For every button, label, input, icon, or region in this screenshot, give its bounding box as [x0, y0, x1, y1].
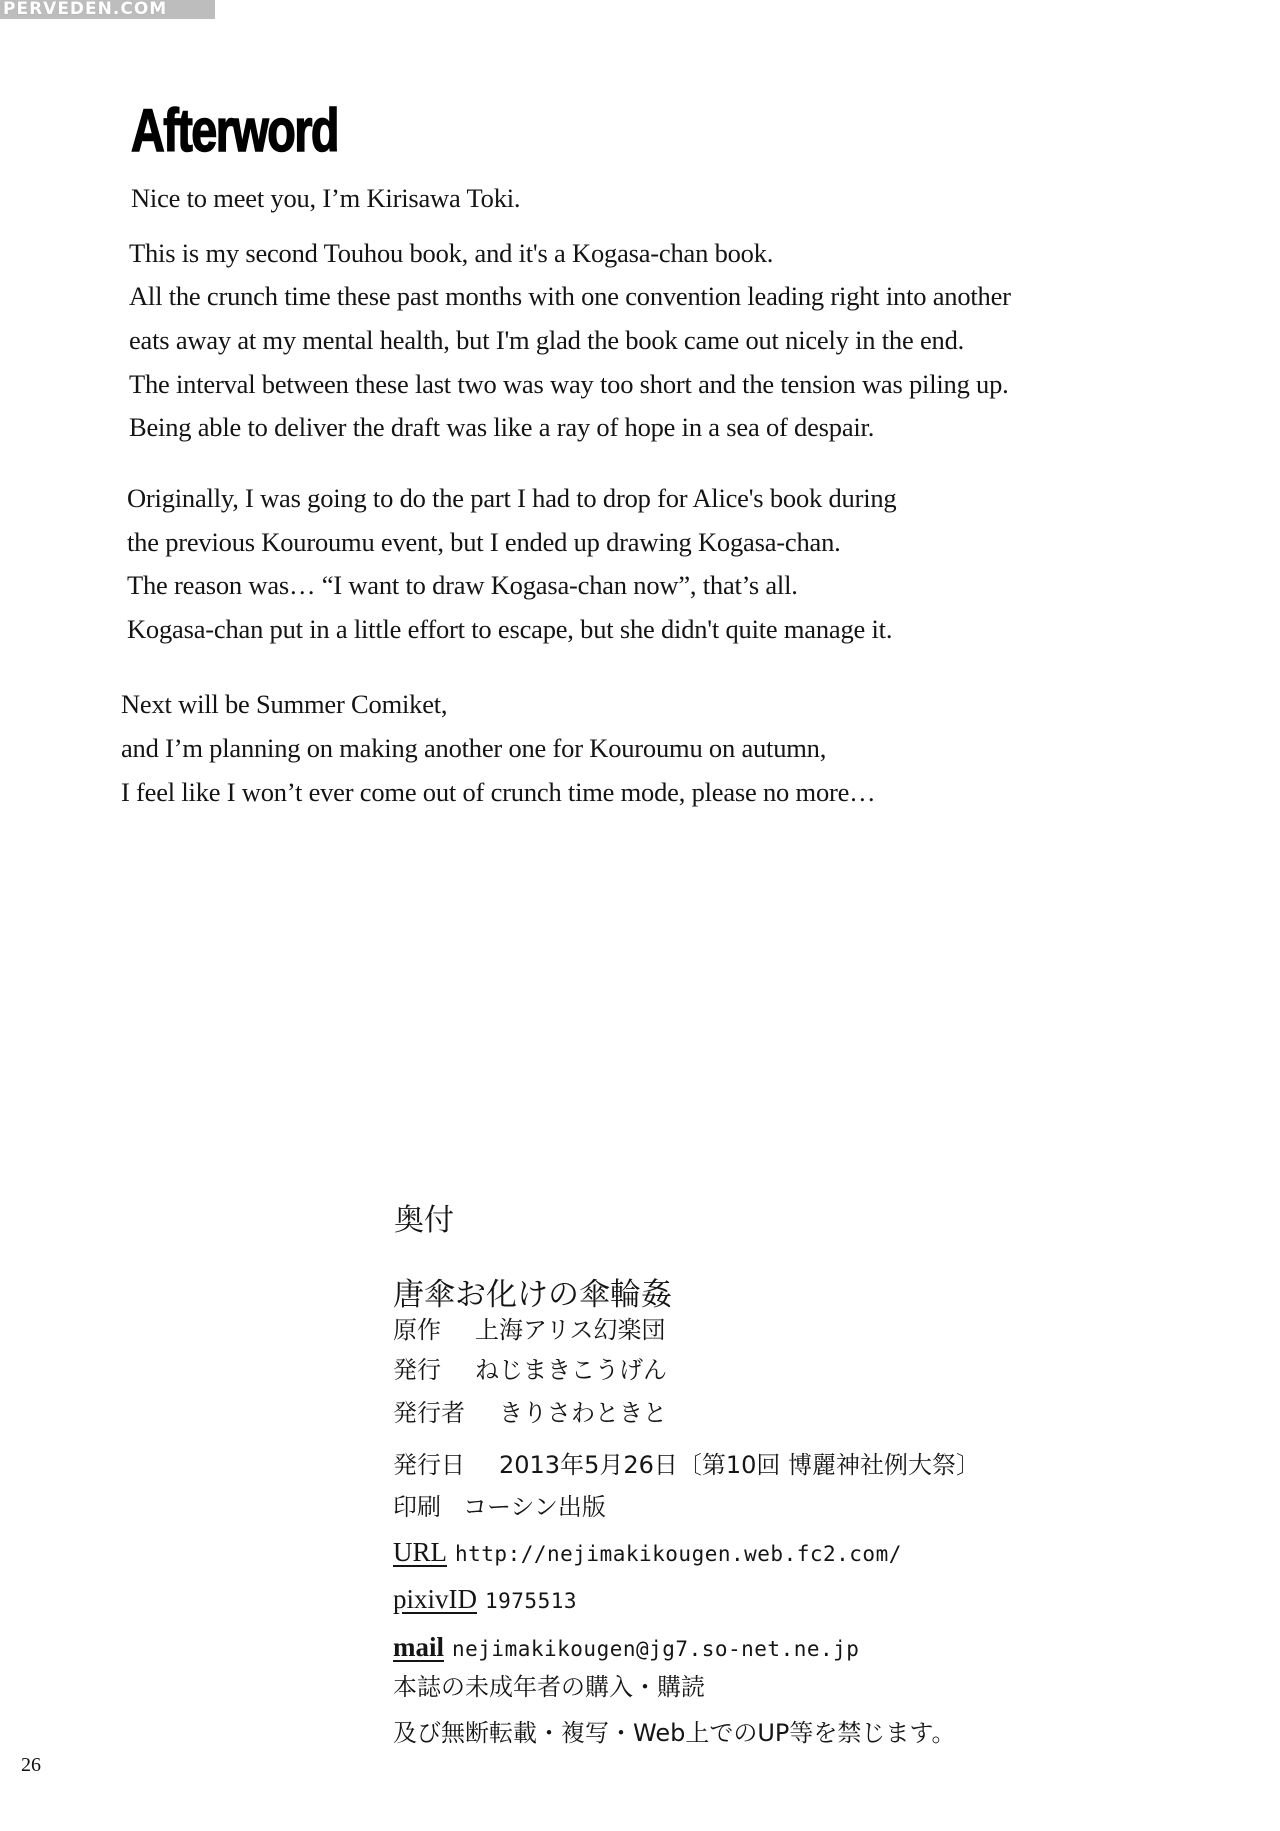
afterword-line: the previous Kouroumu event, but I ended up drawing Kogasa-chan.: [127, 527, 841, 557]
colophon-row-mail: [393, 1632, 859, 1664]
colophon-heading: 奥付: [394, 1203, 454, 1238]
afterword-line: Kogasa-chan put in a little effort to escape, but she didn't quite manage it.: [127, 614, 893, 644]
colophon-label: 原作: [393, 1316, 441, 1344]
colophon-row-url: [393, 1537, 902, 1569]
colophon-notice-line: 本誌の未成年者の購入・購読: [393, 1673, 705, 1701]
afterword-line: Nice to meet you, I’m Kirisawa Toki.: [131, 183, 521, 213]
url-link[interactable]: http://nejimakikougen.web.fc2.com/: [455, 1542, 902, 1566]
afterword-line: I feel like I won’t ever come out of crunch time mode, please no more…: [121, 777, 876, 807]
mail-label: mail: [393, 1632, 444, 1662]
url-label: URL: [393, 1537, 447, 1567]
afterword-line: eats away at my mental health, but I'm glad the book came out nicely in the end.: [129, 325, 965, 355]
page-number: 26: [21, 1754, 41, 1776]
pixiv-id: 1975513: [485, 1589, 578, 1613]
colophon-label: 発行日: [393, 1451, 465, 1479]
colophon-row-publisher: [393, 1355, 667, 1385]
afterword-line: Being able to deliver the draft was like a ray of hope in a sea of despair.: [129, 412, 875, 442]
pixiv-label: pixivID: [393, 1584, 477, 1614]
afterword-line: The reason was… “I want to draw Kogasa-chan now”, that’s all.: [127, 570, 798, 600]
colophon-row-original: [393, 1315, 666, 1345]
colophon-row-pixiv: [393, 1584, 577, 1616]
afterword-line: All the crunch time these past months with one convention leading right into another: [129, 281, 1011, 311]
afterword-line: This is my second Touhou book, and it's a Kogasa-chan book.: [129, 238, 774, 268]
afterword-line: The interval between these last two was way too short and the tension was piling up.: [129, 369, 1009, 399]
site-watermark: PERVEDEN.COM: [0, 0, 215, 19]
colophon-label: 発行者: [393, 1399, 465, 1427]
colophon-row-date: [393, 1450, 980, 1480]
colophon-notice-line: 及び無断転載・複写・Web上でのUP等を禁じます。: [393, 1719, 956, 1747]
afterword-line: Next will be Summer Comiket,: [121, 689, 448, 719]
colophon-book-title: 唐傘お化けの傘輪姦: [393, 1277, 672, 1313]
page-title: Afterword: [131, 97, 338, 164]
colophon-value: コーシン出版: [463, 1493, 606, 1521]
colophon-label: 発行: [393, 1356, 441, 1384]
colophon-row-issuer: [393, 1398, 667, 1428]
colophon-label: 印刷: [393, 1493, 441, 1521]
afterword-line: and I’m planning on making another one for Kouroumu on autumn,: [121, 733, 827, 763]
colophon-value: 2013年5月26日〔第10回 博麗神社例大祭〕: [499, 1451, 981, 1479]
afterword-line: Originally, I was going to do the part I had to drop for Alice's book during: [127, 483, 897, 513]
mail-link[interactable]: nejimakikougen@jg7.so-net.ne.jp: [452, 1637, 860, 1661]
colophon-value: ねじまきこうげん: [475, 1356, 667, 1384]
colophon-value: 上海アリス幻楽団: [475, 1316, 666, 1344]
colophon-row-printer: [393, 1492, 606, 1522]
colophon-value: きりさわときと: [499, 1399, 667, 1427]
